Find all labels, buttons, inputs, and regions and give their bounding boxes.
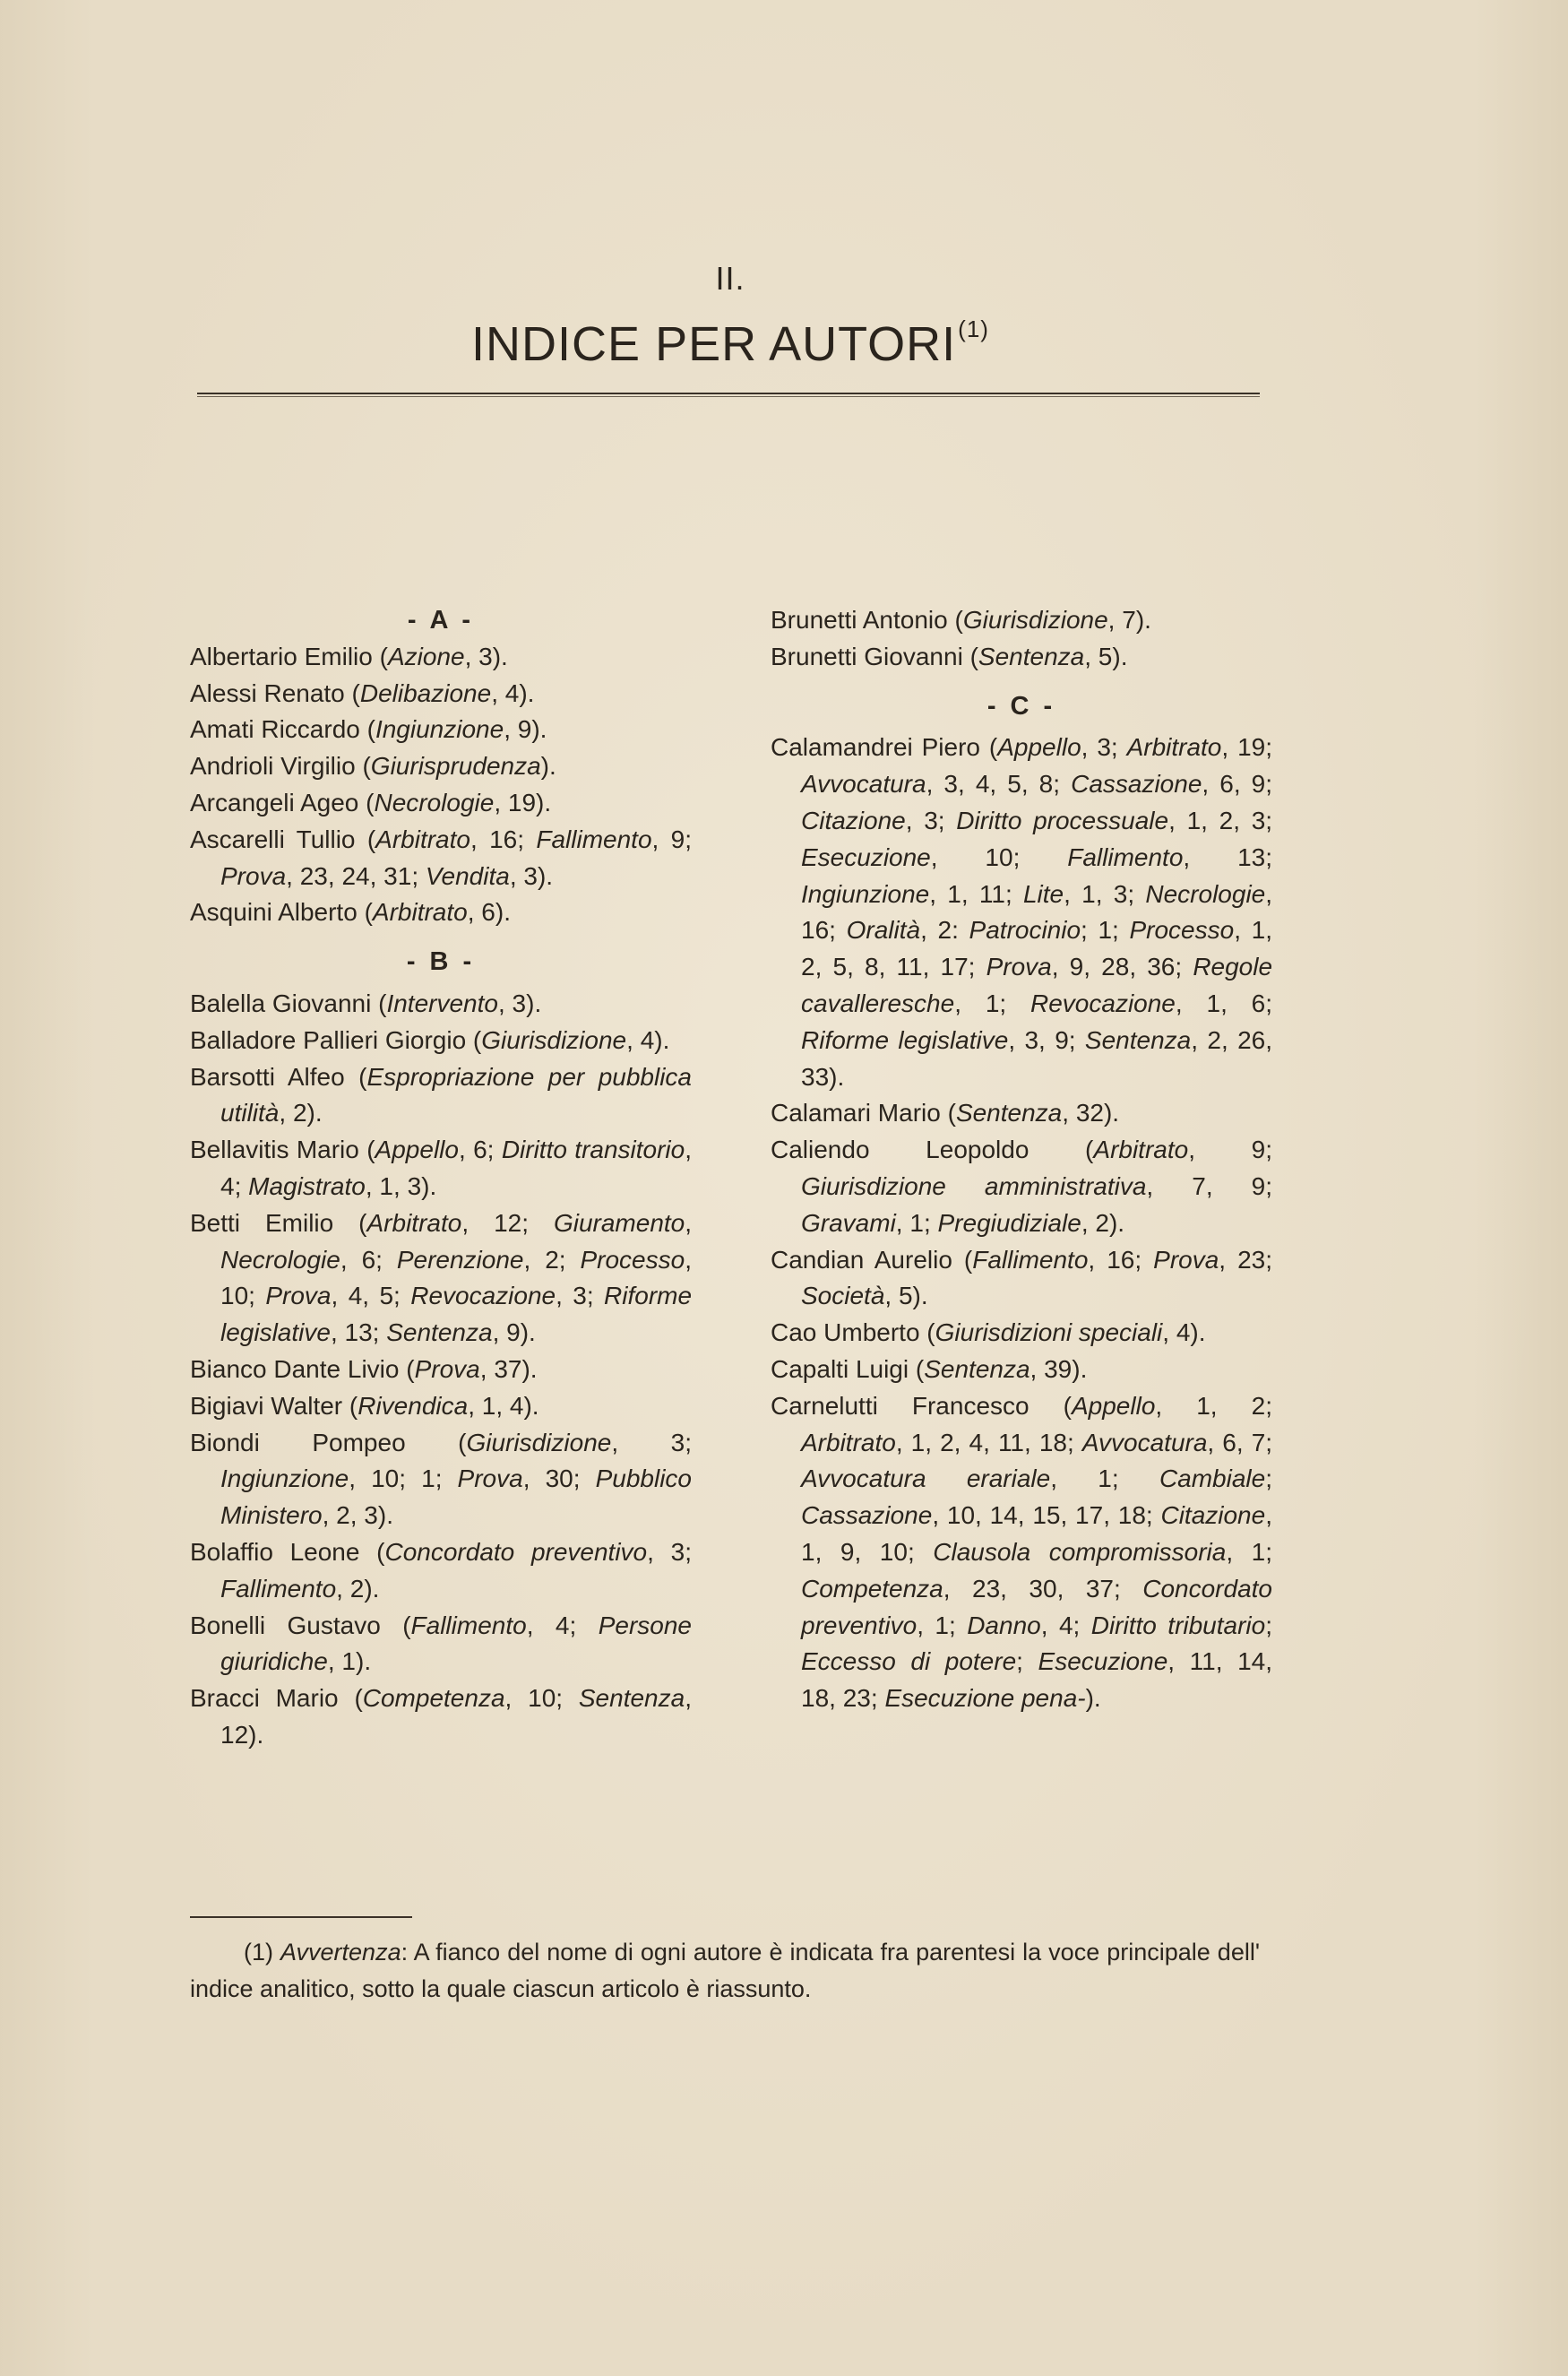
page-title <box>0 315 1460 372</box>
author-name: Bigiavi Walter <box>190 1391 343 1420</box>
index-entry: Asquini Alberto (Arbitrato, 6). <box>190 898 511 927</box>
index-entry: Balella Giovanni (Intervento, 3). <box>190 989 542 1017</box>
author-references: Arbitrato, 6 <box>372 898 495 927</box>
title-rule-thin <box>197 396 1260 397</box>
author-references: Arbitrato, 12; Giuramento, Necrologie, 6; Perenzione, 2; Processo, 10; Prova, 4, 5; Revocazione, 3; Riforme legislative, 13; Sentenza, 9 <box>220 1208 693 1347</box>
author-name: Albertario Emilio <box>190 642 373 670</box>
entries-b <box>190 986 692 1754</box>
author-name: Balladore Pallieri Giorgio <box>190 1025 467 1054</box>
index-entry: Balladore Pallieri Giorgio (Giurisdizione, 4). <box>190 1025 670 1054</box>
author-name: Bracci Mario <box>190 1684 339 1713</box>
letter-heading-a: - A - <box>407 606 475 635</box>
footnote-reference: (1) <box>958 315 989 342</box>
author-references: Competenza, 10; Sentenza, 12 <box>220 1684 692 1749</box>
author-name: Capalti Luigi <box>771 1354 909 1383</box>
author-name: Calamari Mario <box>771 1099 941 1128</box>
author-name: Bolaffio Leone <box>190 1537 360 1566</box>
index-entry: Arcangeli Ageo (Necrologie, 19). <box>190 788 552 816</box>
entries-b-continued <box>771 602 1272 676</box>
index-entry: Capalti Luigi (Sentenza, 39). <box>771 1354 1088 1383</box>
author-name: Biondi Pompeo <box>190 1428 406 1456</box>
author-references: Fallimento, 4; Persone giuridiche, 1 <box>220 1611 693 1676</box>
author-references: Arbitrato, 9; Giurisdizione amministrativa, 7, 9; Gravami, 1; Pregiudiziale, 2 <box>801 1136 1273 1237</box>
index-entry: Bonelli Gustavo (Fallimento, 4; Persone giuridiche, 1). <box>190 1611 693 1676</box>
index-entry: Bellavitis Mario (Appello, 6; Diritto transitorio, 4; Magistrato, 1, 3). <box>190 1136 693 1200</box>
author-references: Delibazione, 4 <box>359 678 520 707</box>
index-entry: Bigiavi Walter (Rivendica, 1, 4). <box>190 1391 539 1420</box>
index-entry: Biondi Pompeo (Giurisdizione, 3; Ingiunzione, 10; 1; Prova, 30; Pubblico Ministero, 2, 3). <box>190 1428 692 1530</box>
author-name: Carnelutti Francesco <box>771 1391 1030 1420</box>
author-references: Giurisdizioni speciali, 4 <box>935 1318 1191 1347</box>
author-name: Barsotti Alfeo <box>190 1062 345 1091</box>
footnote-label: Avvertenza <box>280 1939 401 1966</box>
author-name: Balella Giovanni <box>190 989 372 1017</box>
author-references: Giurisdizione, 3; Ingiunzione, 10; 1; Prova, 30; Pubblico Ministero, 2, 3 <box>220 1428 692 1530</box>
letter-heading-c: - C - <box>986 691 1056 721</box>
author-name: Bonelli Gustavo <box>190 1611 381 1639</box>
author-references: Giurisdizione, 4 <box>481 1025 655 1054</box>
footnote-rule <box>190 1916 412 1918</box>
author-references: Sentenza, 5 <box>978 642 1113 670</box>
author-name: Andrioli Virgilio <box>190 752 356 781</box>
index-entry: Brunetti Giovanni (Sentenza, 5). <box>771 642 1128 670</box>
index-entry: Calamandrei Piero (Appello, 3; Arbitrato, 19; Avvocatura, 3, 4, 5, 8; Cassazione, 6, 9; Citazione, 3; Diritto processuale, 1, 2, 3; Esecuzione, 10; Fallimento, 13; Ingiunzione, 1, 11; Lite, 1, 3; Necrologie, 16; Oralità, 2: Patrocinio; 1; Processo, 1, 2, 5, 8, 11, 17; Prova, 9, 28, 36; Regole cavalleresche, 1; Revocazione, 1, 6; Riforme legislative, 3, 9; Sentenza, 2, 26, 33). <box>771 733 1273 1091</box>
author-references: Espropriazione per pubblica utilità, 2 <box>220 1062 692 1128</box>
index-entry: Bolaffio Leone (Concordato preventivo, 3; Fallimento, 2). <box>190 1537 692 1603</box>
author-name: Candian Aurelio <box>771 1245 952 1274</box>
footnote-text: A fianco del nome di ogni autore è indicata fra parentesi la voce principale dell' indice analitico, sotto la quale ciascun articolo è riassunto. <box>190 1939 1260 2002</box>
author-references: Fallimento, 16; Prova, 23; Società, 5 <box>801 1245 1273 1310</box>
author-name: Betti Emilio <box>190 1208 334 1237</box>
author-name: Arcangeli Ageo <box>190 788 359 816</box>
author-references: Sentenza, 39 <box>924 1354 1073 1383</box>
author-references: Intervento, 3 <box>386 989 527 1017</box>
author-references: Giurisdizione, 7 <box>962 606 1136 634</box>
index-entry: Bianco Dante Livio (Prova, 37). <box>190 1354 538 1383</box>
title-rule <box>197 393 1260 394</box>
author-references: Appello, 1, 2; Arbitrato, 1, 2, 4, 11, 18; Avvocatura, 6, 7; Avvocatura erariale, 1; Cambiale; Cassazione, 10, 14, 15, 17, 18; Citazione, 1, 9, 10; Clausola compromissoria, 1; Competenza, 23, 30, 37; Concordato preventivo, 1; Danno, 4; Diritto tributario; Eccesso di potere; Esecuzione, 11, 14, 18, 23; Esecuzione pena- <box>801 1391 1273 1713</box>
index-entry: Cao Umberto (Giurisdizioni speciali, 4). <box>771 1318 1206 1347</box>
author-references: Giurisprudenza <box>370 752 541 781</box>
index-entry: Barsotti Alfeo (Espropriazione per pubblica utilità, 2). <box>190 1062 692 1128</box>
index-entry: Candian Aurelio (Fallimento, 16; Prova, 23; Società, 5). <box>771 1245 1273 1310</box>
index-entry: Alessi Renato (Delibazione, 4). <box>190 678 535 707</box>
author-name: Bianco Dante Livio <box>190 1354 400 1383</box>
author-name: Asquini Alberto <box>190 898 358 927</box>
author-references: Azione, 3 <box>387 642 493 670</box>
author-references: Ingiunzione, 9 <box>375 715 532 744</box>
letter-heading-b: - B - <box>406 947 476 977</box>
left-column <box>190 602 692 1754</box>
index-entry: Caliendo Leopoldo (Arbitrato, 9; Giurisdizione amministrativa, 7, 9; Gravami, 1; Pregiudiziale, 2). <box>771 1136 1273 1237</box>
author-name: Cao Umberto <box>771 1318 920 1347</box>
entries-c <box>771 730 1272 1717</box>
author-name: Ascarelli Tullio <box>190 825 356 853</box>
author-name: Amati Riccardo <box>190 715 360 744</box>
index-entry: Carnelutti Francesco (Appello, 1, 2; Arbitrato, 1, 2, 4, 11, 18; Avvocatura, 6, 7; Avvocatura erariale, 1; Cambiale; Cassazione, 10, 14, 15, 17, 18; Citazione, 1, 9, 10; Clausola compromissoria, 1; Competenza, 23, 30, 37; Concordato preventivo, 1; Danno, 4; Diritto tributario; Eccesso di potere; Esecuzione, 11, 14, 18, 23; Esecuzione pena-). <box>771 1391 1273 1713</box>
index-entry: Calamari Mario (Sentenza, 32). <box>771 1099 1120 1128</box>
footnote: (1) Avvertenza: A fianco del nome di ogni autore è indicata fra parentesi la voce principale dell' indice analitico, sotto la quale ciascun articolo è riassunto. <box>190 1939 1260 2002</box>
index-entry: Albertario Emilio (Azione, 3). <box>190 642 508 670</box>
index-entry: Brunetti Antonio (Giurisdizione, 7). <box>771 606 1151 634</box>
author-references: Appello, 6; Diritto transitorio, 4; Magistrato, 1, 3 <box>220 1136 693 1200</box>
author-name: Brunetti Giovanni <box>771 642 963 670</box>
index-entry: Betti Emilio (Arbitrato, 12; Giuramento, Necrologie, 6; Perenzione, 2; Processo, 10; Prova, 4, 5; Revocazione, 3; Riforme legislative, 13; Sentenza, 9). <box>190 1208 693 1347</box>
author-references: Arbitrato, 16; Fallimento, 9; Prova, 23, 24, 31; Vendita, 3 <box>220 825 692 890</box>
right-column <box>771 602 1272 1717</box>
author-references: Appello, 3; Arbitrato, 19; Avvocatura, 3, 4, 5, 8; Cassazione, 6, 9; Citazione, 3; Diritto processuale, 1, 2, 3; Esecuzione, 10; Fallimento, 13; Ingiunzione, 1, 11; Lite, 1, 3; Necrologie, 16; Oralità, 2: Patrocinio; 1; Processo, 1, 2, 5, 8, 11, 17; Prova, 9, 28, 36; Regole cavalleresche, 1; Revocazione, 1, 6; Riforme legislative, 3, 9; Sentenza, 2, 26, 33 <box>801 733 1273 1091</box>
page-title-text: INDICE PER AUTORI <box>471 317 957 371</box>
author-references: Prova, 37 <box>414 1354 522 1383</box>
author-references: Necrologie, 19 <box>374 788 537 816</box>
index-entry: Bracci Mario (Competenza, 10; Sentenza, 12). <box>190 1684 692 1749</box>
author-references: Rivendica, 1, 4 <box>358 1391 524 1420</box>
section-numeral: II. <box>715 260 745 297</box>
index-entry: Amati Riccardo (Ingiunzione, 9). <box>190 715 547 744</box>
index-entry: Andrioli Virgilio (Giurisprudenza). <box>190 752 556 781</box>
index-entry: Ascarelli Tullio (Arbitrato, 16; Fallimento, 9; Prova, 23, 24, 31; Vendita, 3). <box>190 825 692 890</box>
author-references: Sentenza, 32 <box>955 1099 1104 1128</box>
author-name: Calamandrei Piero <box>771 733 981 762</box>
author-name: Bellavitis Mario <box>190 1136 359 1164</box>
author-name: Caliendo Leopoldo <box>771 1136 1030 1164</box>
author-name: Brunetti Antonio <box>771 606 948 634</box>
author-references: Concordato preventivo, 3; Fallimento, 2 <box>220 1537 692 1603</box>
footnote-mark: (1) <box>244 1939 273 1966</box>
author-name: Alessi Renato <box>190 678 345 707</box>
entries-a <box>190 639 692 931</box>
